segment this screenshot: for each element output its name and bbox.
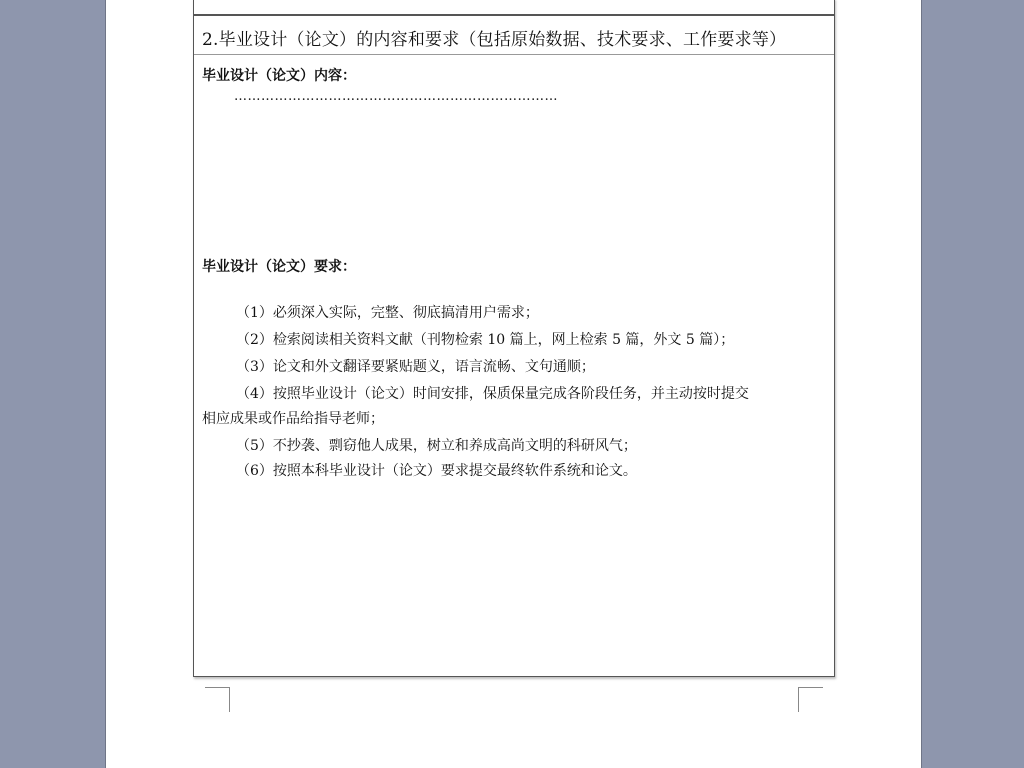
- requirement-item-1: （1）必须深入实际，完整、彻底搞清用户需求；: [236, 305, 539, 321]
- requirement-item-2: （2）检索阅读相关资料文献（刊物检索 10 篇上，网上检索 5 篇，外文 5 篇）；: [236, 332, 735, 348]
- form-table: [193, 0, 835, 677]
- section-heading: 2.毕业设计（论文）的内容和要求（包括原始数据、技术要求、工作要求等）: [202, 30, 787, 50]
- document-page: [105, 0, 922, 768]
- requirement-item-6: （6）按照本科毕业设计（论文）要求提交最终软件系统和论文。: [236, 463, 637, 479]
- requirement-item-4: （4）按照毕业设计（论文）时间安排，保质保量完成各阶段任务，并主动按时提交: [236, 386, 749, 402]
- content-label: 毕业设计（论文）内容：: [202, 68, 356, 84]
- requirement-item-5: （5）不抄袭、剽窃他人成果，树立和养成高尚文明的科研风气；: [236, 438, 637, 454]
- requirement-item-4-continued: 相应成果或作品给指导老师；: [202, 411, 384, 427]
- requirement-item-3: （3）论文和外文翻译要紧贴题义，语言流畅、文句通顺；: [236, 359, 595, 375]
- section-heading-row: [194, 14, 834, 55]
- page-corner-mark-right: [798, 687, 823, 712]
- content-placeholder: ………………………………………………………………: [234, 89, 558, 104]
- requirements-label: 毕业设计（论文）要求：: [202, 259, 356, 275]
- page-corner-mark-left: [205, 687, 230, 712]
